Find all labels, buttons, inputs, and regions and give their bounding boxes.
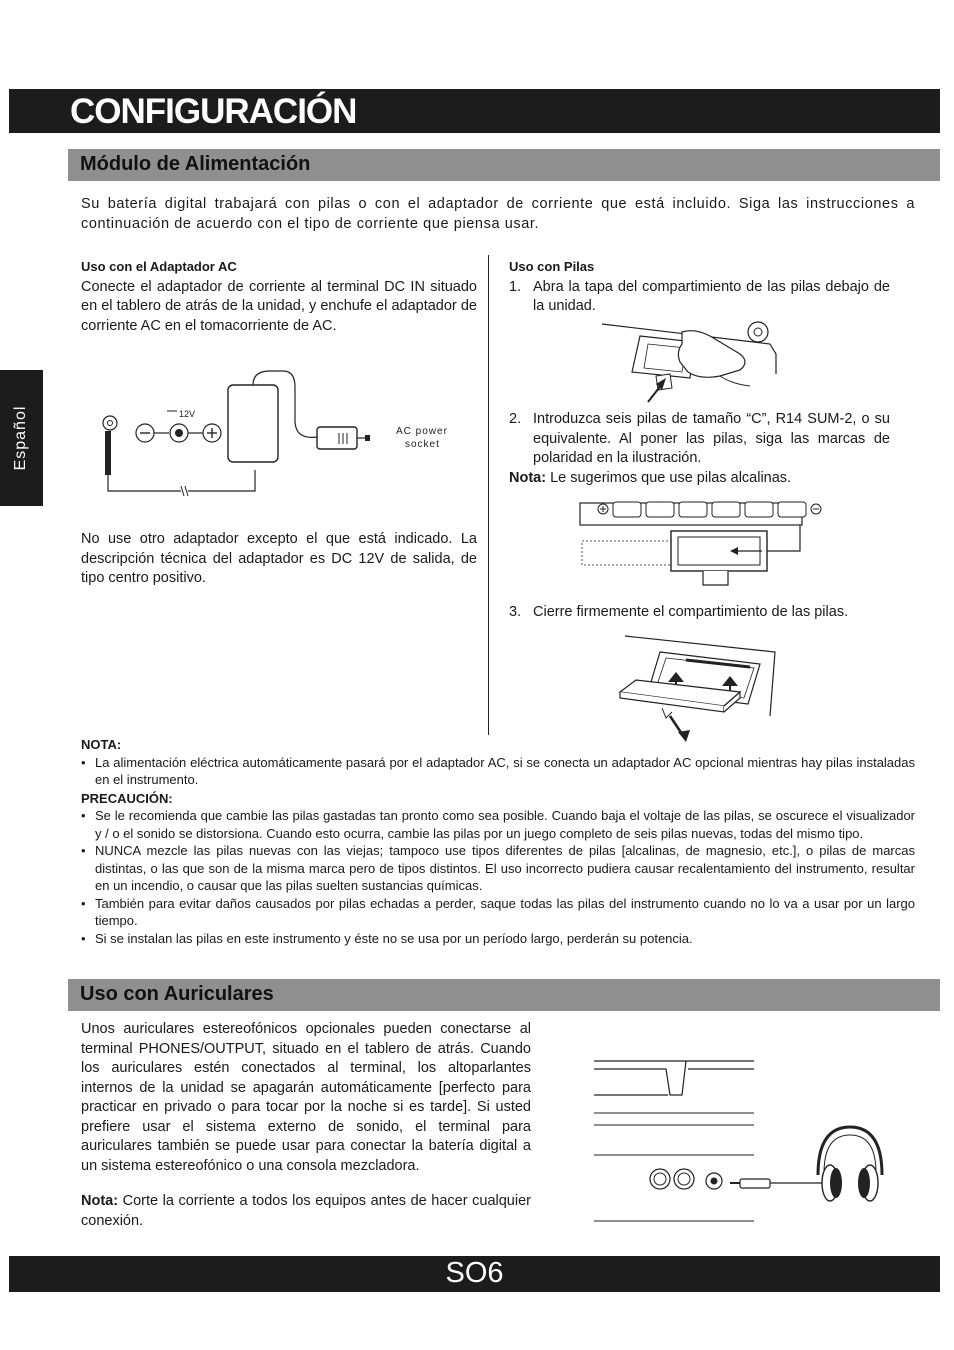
battery-note-text: Le sugerimos que use pilas alcalinas. [546, 469, 792, 486]
language-tab [0, 370, 43, 506]
nota-item-text: La alimentación eléctrica automáticamente pasará por el adaptador AC, si se conecta un adaptador AC opcional mientras hay pilas instaladas en el instrumento. [95, 754, 915, 787]
adapter-subheading: Uso con el Adaptador AC [81, 259, 237, 274]
precaucion-item: • Si se instalan las pilas en este instrumento y éste no se usa por un período largo, perderán su potencia. [81, 930, 915, 948]
adapter-warning: No use otro adaptador excepto el que está indicado. La descripción técnica del adaptador es DC 12V de salida, de tipo centro positivo. [81, 531, 477, 586]
language-tab-label: Español [12, 405, 29, 471]
battery-step-3 [509, 603, 890, 623]
headphones-text: Unos auriculares estereofónicos opcionales pueden conectarse al terminal PHONES/OUTPUT, situado en el tablero de atrás. Cuando los auriculares estén conectados al terminal, los altoparlantes internos de la unidad se apagarán automáticamente [perfecto para practicar en privado o para tocar por la noche si es tarde]. Si usted prefiere usar el sistema externo de sonido, el terminal para auriculares también se puede usar para conectar la batería digital a un sistema estereofónico o una consola mezcladora. [81, 1021, 531, 1174]
battery-polarity-illustration [578, 495, 828, 587]
precaucion-item-text: NUNCA mezcle las pilas nuevas con las viejas; tampoco use tipos diferentes de pilas [alcalinas, de magnesio, etc.], o pilas de marcas distintas, o las que son de la misma marca pero de tipos distintos. El uso incorrecto pudiera causar recalentamiento del instrumento, resultar en un incendio, o causar que las pilas suelten sustancias químicas. [95, 843, 915, 893]
battery-step-3-block [509, 603, 890, 623]
adapter-block [81, 257, 477, 336]
title-bar [9, 89, 940, 133]
step-text: Abra la tapa del compartimiento de las pilas debajo de la unidad. [533, 278, 890, 314]
adapter-text: Conecte el adaptador de corriente al terminal DC IN situado en el tablero de atrás de la unidad, y enchufe el adaptador de corriente AC en el tomacorriente de AC. [81, 278, 477, 334]
battery-note [509, 469, 890, 489]
battery-step-2-block [509, 410, 890, 488]
step-number: 3. [509, 604, 522, 620]
voltage-label: 12V [179, 409, 196, 419]
socket-label-2: socket [405, 439, 440, 450]
section-title-power: Módulo de Alimentación [80, 153, 311, 175]
precaucion-item: • NUNCA mezcle las pilas nuevas con las viejas; tampoco use tipos diferentes de pilas [alcalinas, de magnesio, etc.], o pilas de marcas distintas, o las que son de la misma marca pero de tipos distintos. El uso incorrecto pudiera causar recalentamiento del instrumento, resultar en un incendio, o causar que las pilas suelten sustancias químicas. [81, 843, 915, 893]
nota-item: • La alimentación eléctrica automáticamente pasará por el adaptador AC, si se conecta un adaptador AC opcional mientras hay pilas instaladas en el instrumento. [81, 754, 915, 787]
section-header-power [68, 149, 940, 181]
headphones-illustration [590, 1055, 900, 1225]
step-number: 1. [509, 278, 522, 295]
nota-label: NOTA: [81, 737, 122, 752]
batteries-subheading: Uso con Pilas [509, 259, 595, 274]
section-title-headphones: Uso con Auriculares [80, 983, 274, 1005]
battery-step-2 [509, 410, 890, 469]
headphones-note-label: Nota: [81, 1193, 119, 1209]
step-text: Cierre firmemente el compartimiento de las pilas. [533, 604, 849, 620]
precaucion-item: • También para evitar daños causados por pilas echadas a perder, saque todas las pilas del instrumento cuando no lo va a usar por un largo tiempo. [81, 895, 915, 928]
precaucion-item-text: Se le recomienda que cambie las pilas gastadas tan pronto como sea posible. Cuando baja el voltaje de las pilas, se oscurece el visualizador y / o el sonido se distorsiona. Cuando esto ocurra, cambie las pilas por un juego completo de seis pilas nuevas, todas del mismo tipo. [95, 808, 915, 841]
batteries-block [509, 257, 890, 317]
headphones-block [81, 1020, 531, 1231]
adapter-diagram [95, 365, 475, 505]
page-title: CONFIGURACIÓN [70, 92, 357, 131]
battery-note-label: Nota: [509, 469, 547, 486]
page-number: SO6 [445, 1257, 504, 1289]
socket-label-1: AC power [396, 426, 448, 437]
notes-block [81, 736, 915, 947]
power-intro: Su batería digital trabajará con pilas o con el adaptador de corriente que está incluido. Siga las instrucciones a continuación de acuerdo con el tipo de corriente que piensa usar. [81, 196, 915, 232]
close-compartment-illustration [610, 634, 780, 746]
precaucion-item-text: Si se instalan las pilas en este instrumento y éste no se usa por un período largo, perderán su potencia. [95, 930, 693, 946]
open-compartment-illustration [600, 314, 785, 406]
step-text: Introduzca seis pilas de tamaño “C”, R14 SUM-2, o su equivalente. Al poner las pilas, siga las marcas de polaridad en la ilustración. [533, 411, 890, 466]
headphones-note-text: Corte la corriente a todos los equipos antes de hacer cualquier conexión. [81, 1193, 531, 1229]
precaucion-item: • Se le recomienda que cambie las pilas gastadas tan pronto como sea posible. Cuando baja el voltaje de las pilas, se oscurece el visualizador y / o el sonido se distorsiona. Cuando esto ocurra, cambie las pilas por un juego completo de seis pilas nuevas, todas del mismo tipo. [81, 808, 915, 841]
precaucion-item-text: También para evitar daños causados por pilas echadas a perder, saque todas las pilas del instrumento cuando no lo va a usar por un largo tiempo. [95, 895, 915, 928]
column-divider [488, 255, 489, 735]
precaucion-label: PRECAUCIÓN: [81, 790, 173, 806]
section-header-headphones [68, 979, 940, 1011]
battery-step-1 [509, 278, 890, 317]
headphones-note [81, 1192, 531, 1231]
page-number-bar [9, 1256, 940, 1292]
step-number: 2. [509, 411, 522, 427]
